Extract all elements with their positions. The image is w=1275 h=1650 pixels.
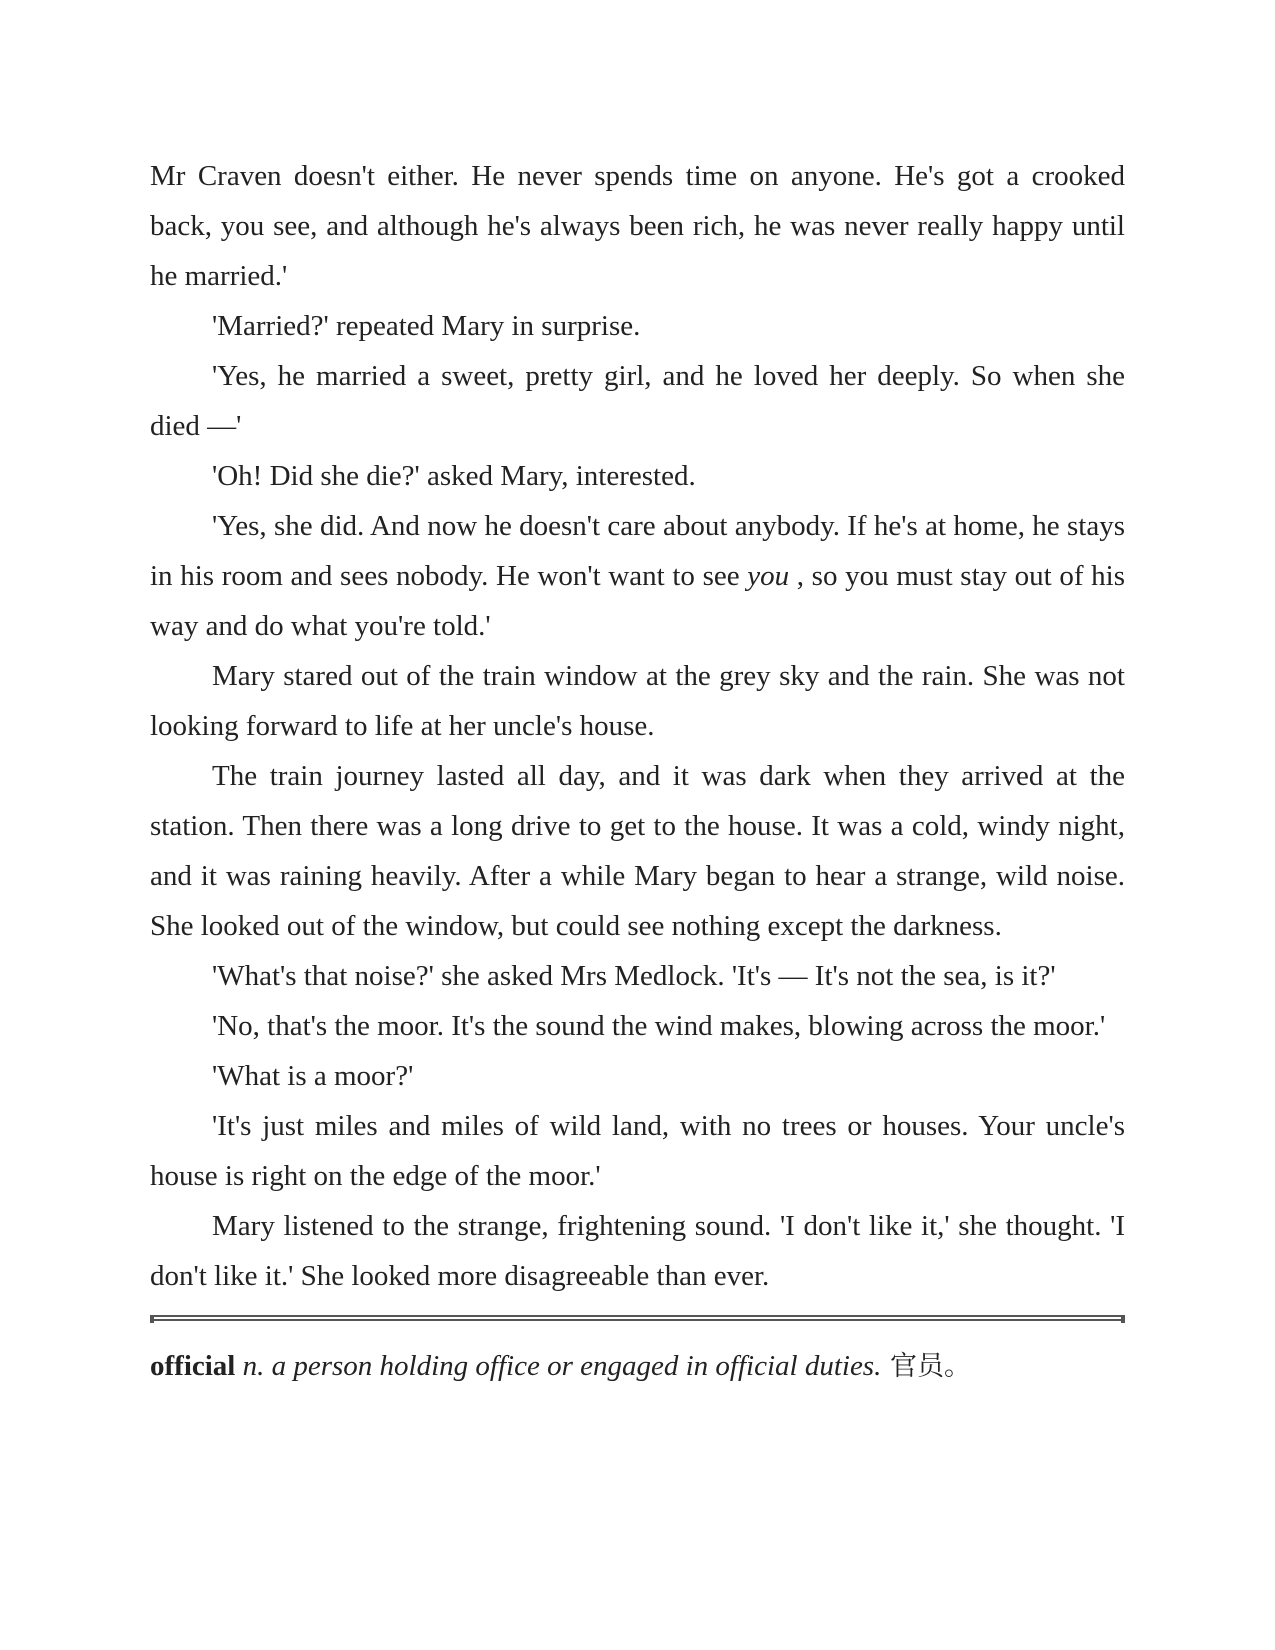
paragraph-text: 'Yes, she did. And now he doesn't care about anybody. If he's at home, he stays in his room and sees nobody. He won't want to see — [150, 510, 1125, 592]
paragraph: 'What's that noise?' she asked Mrs Medlock. 'It's — It's not the sea, is it?' — [212, 960, 1056, 992]
footnote-definition: n. a person holding office or engaged in official duties. — [235, 1350, 882, 1382]
paragraph: 'It's just miles and miles of wild land, with no trees or houses. Your uncle's house is right on the edge of the moor.' — [150, 1110, 1125, 1192]
paragraph: Mary listened to the strange, frightening sound. 'I don't like it,' she thought. 'I don't like it.' She looked more disagreeable than ever. — [150, 1210, 1125, 1292]
paragraph: Mr Craven doesn't either. He never spends time on anyone. He's got a crooked back, you see, and although he's always been rich, he was never really happy until he married.' — [150, 160, 1125, 292]
paragraph: 'What is a moor?' — [212, 1060, 414, 1092]
book-page — [150, 151, 1125, 1392]
paragraph-text: , so you must stay out of his way and do what you're told.' — [150, 560, 1125, 642]
footnote — [150, 1341, 1125, 1392]
paragraph: 'Yes, he married a sweet, pretty girl, and he loved her deeply. So when she died —' — [150, 360, 1125, 442]
paragraph: 'No, that's the moor. It's the sound the wind makes, blowing across the moor.' — [212, 1010, 1106, 1042]
paragraph: The train journey lasted all day, and it was dark when they arrived at the station. Then there was a long drive to get to the house. It was a cold, windy night, and it was raining heavily. After a while Mary began to hear a strange, wild noise. She looked out of the window, but could see nothing except the darkness. — [150, 760, 1125, 942]
paragraph: Mary stared out of the train window at the grey sky and the rain. She was not looking forward to life at her uncle's house. — [150, 660, 1125, 742]
paragraph: 'Married?' repeated Mary in surprise. — [212, 310, 641, 342]
emphasized-word: you — [747, 560, 790, 592]
paragraph: 'Oh! Did she die?' asked Mary, interested. — [212, 460, 696, 492]
footnote-term: official — [150, 1350, 236, 1382]
paragraph — [150, 501, 1125, 651]
footnote-divider — [150, 1315, 1125, 1321]
footnote-translation: 官员。 — [881, 1351, 971, 1382]
